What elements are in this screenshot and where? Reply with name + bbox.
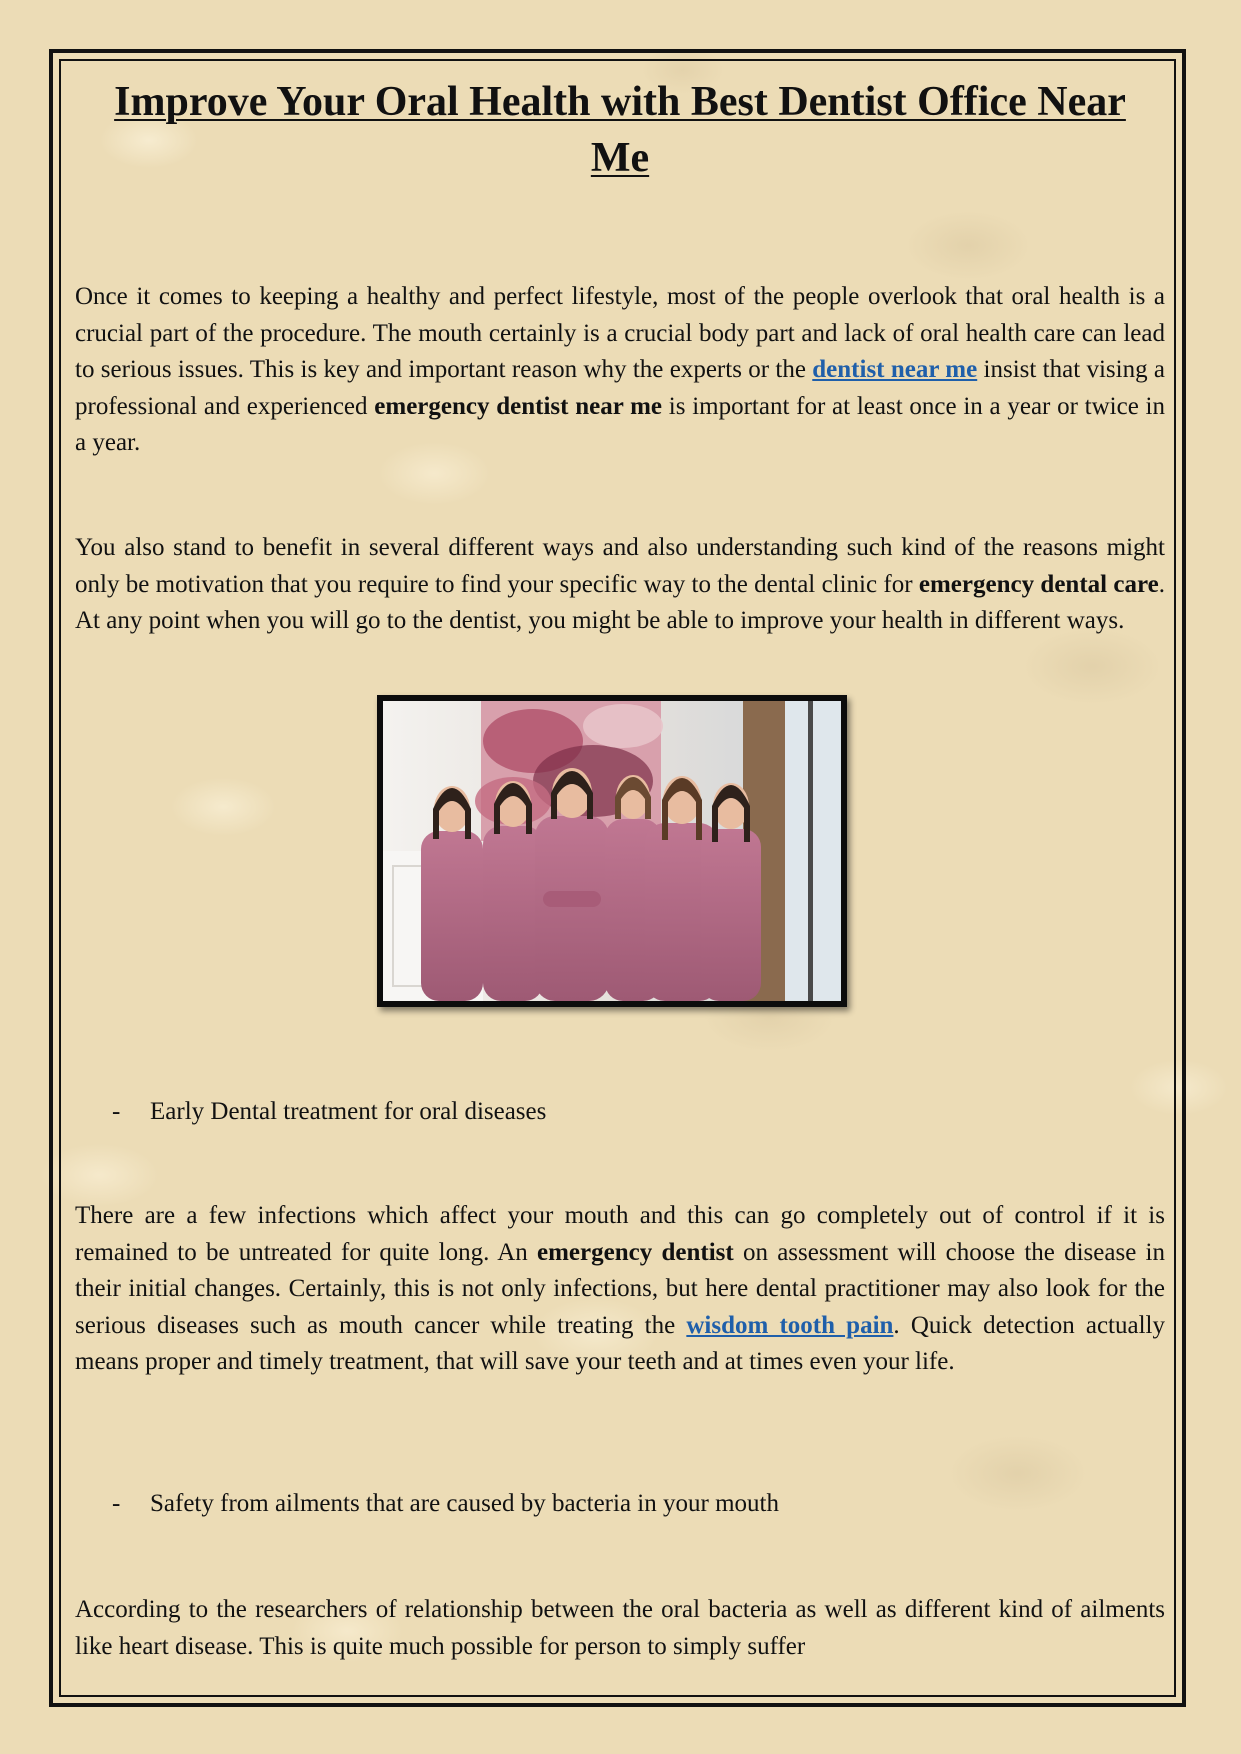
infections-text-1: There are a few infections which affect your mouth and this can go completely out of control if it is remained to be untreated for quite long. An xyxy=(75,1202,1165,1266)
benefits-text-2: . At any point when you will go to the dentist, you might be able to improve your health in different ways. xyxy=(75,570,1165,634)
infections-paragraph xyxy=(75,1198,1165,1381)
intro-text-2: insist that vising a professional and experienced xyxy=(75,356,1166,420)
intro-text-3: is important for at least once in a year or twice in a year. xyxy=(75,392,1166,456)
bullet-text: Early Dental treatment for oral diseases xyxy=(150,1098,547,1125)
bullet-early-treatment xyxy=(112,1094,546,1130)
bullet-bacteria-safety xyxy=(112,1486,779,1522)
benefits-paragraph xyxy=(75,530,1165,640)
intro-bold-text: emergency dentist near me xyxy=(374,392,663,420)
infections-text-3: . Quick detection actually means proper and timely treatment, that will save your teeth and at times even your life. xyxy=(75,1311,1165,1375)
dentist-near-me-link[interactable]: dentist near me xyxy=(812,356,978,383)
bullet-dash: - xyxy=(112,1490,121,1517)
bacteria-paragraph: According to the researchers of relationship between the oral bacteria as well as different kind of ailments like heart disease. This is quite much possible for person to simply suffer xyxy=(75,1596,1165,1660)
dental-team-illustration xyxy=(383,701,841,1001)
dental-team-photo xyxy=(377,695,847,1007)
benefits-text-1: You also stand to benefit in several different ways and also understanding such kind of the reasons might only be motivation that you require to find your specific way to the dental clinic for xyxy=(75,534,1165,598)
infections-bold-text: emergency dentist xyxy=(537,1238,734,1266)
page-title: Improve Your Oral Health with Best Dentist Office Near Me xyxy=(114,79,1126,181)
wisdom-tooth-pain-link[interactable]: wisdom tooth pain xyxy=(686,1311,894,1339)
benefits-bold-text: emergency dental care xyxy=(918,570,1159,598)
bullet-text: Safety from ailments that are caused by bacteria in your mouth xyxy=(150,1490,779,1517)
bullet-dash: - xyxy=(112,1098,121,1125)
intro-text-1: Once it comes to keeping a healthy and perfect lifestyle, most of the people overlook that oral health is a crucial part of the procedure. The mouth certainly is a crucial body part and lack of oral health care can lead to serious issues. This is key and important reason why the experts or the xyxy=(75,283,1165,383)
intro-paragraph xyxy=(75,279,1165,462)
infections-text-2: on assessment will choose the disease in their initial changes. Certainly, this is not only infections, but here dental practitioner may also look for the serious diseases such as mouth cancer while treating the xyxy=(75,1238,1165,1339)
